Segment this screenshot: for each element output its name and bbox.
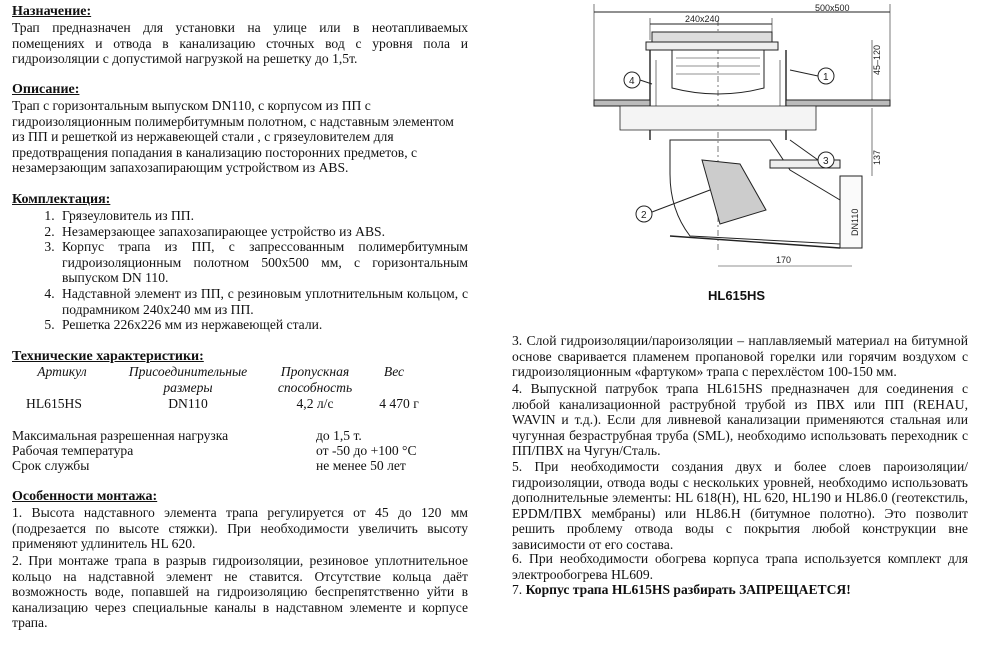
install-p5: 5. При необходимости создания двух и более слоев пароизоляции/гидроизоляции, отвода воды с нескольких уровней, необходимо использовать дополнительные элементы: HL 618(H), HL 620, HL190 и HL86.0 (геотекстиль, EPDM/ПВХ мембраны) или HL86.H (битумное полотно). Это позволит решить проблему отвода воды с покрытия любой конструкции вне зависимости от его состава. xyxy=(512,459,968,552)
col-article: Артикул xyxy=(37,364,87,379)
spec-label: Срок службы xyxy=(12,458,90,473)
callout-2-label: 2 xyxy=(641,210,647,221)
drain-technical-drawing xyxy=(590,0,900,290)
kit-item: 5. Решетка 226х226 мм из нержавеющей стали. xyxy=(58,317,468,333)
install-p6: 6. При необходимости обогрева корпуса трапа используется комплект для электрообогрева HL609. xyxy=(512,551,968,582)
specs-table-row xyxy=(0,396,480,412)
specs-heading: Технические характеристики: xyxy=(12,349,204,364)
kit-list-wrap xyxy=(12,208,468,333)
callout-4-label: 4 xyxy=(629,76,635,87)
spec-row xyxy=(12,443,472,459)
spec-value: от -50 до +100 °С xyxy=(316,443,417,458)
spec-row xyxy=(12,458,472,474)
col-sizes-1: Присоединительные xyxy=(128,364,248,379)
install-p1: 1. Высота надставного элемента трапа регулируется от 45 до 120 мм (подрезается по высоте стяжки). При необходимости увеличить высоту применяют удлинитель HL 620. xyxy=(12,505,468,552)
install-heading: Особенности монтажа: xyxy=(12,489,158,504)
flow-value: 4,2 л/с xyxy=(296,396,334,411)
install-p7 xyxy=(512,582,968,598)
dim-170-label: 170 xyxy=(776,255,792,265)
install-p7-prefix: 7. xyxy=(512,582,523,597)
col-weight: Вес xyxy=(383,364,405,379)
odour-trap xyxy=(702,160,766,224)
col-flow-1: Пропускная xyxy=(280,364,350,379)
specs-table-header xyxy=(0,364,480,398)
col-flow-2: способность xyxy=(277,380,353,395)
spec-row xyxy=(12,428,472,444)
kit-item: 2. Незамерзающее запахозапирающее устройство из ABS. xyxy=(58,224,468,240)
size-value: DN110 xyxy=(168,396,208,411)
purpose-heading: Назначение: xyxy=(12,4,92,19)
article-value: HL615HS xyxy=(26,396,82,411)
purpose-text: Трап предназначен для установки на улице или в неотапливаемых помещениях и отвода в канализацию сточных вод с уровня пола и гидроизоляции с допустимой нагрузкой на решетку до 1,5т. xyxy=(12,20,468,67)
weight-value: 4 470 г xyxy=(379,396,419,411)
drawing-caption: HL615HS xyxy=(708,288,766,303)
kit-list xyxy=(12,208,468,333)
description-text: Трап с горизонтальным выпуском DN110, с корпусом из ПП с гидроизоляционным полимербитумным полотном, с надставным элементом из ПП и решеткой из нержавеющей стали , с грязеуловителем для предотвращения попадания в канализацию посторонних предметов, с незамерзающим запахозапирающим устройством из ABS. xyxy=(12,98,454,176)
frame xyxy=(646,42,778,50)
kit-item: 4. Надставной элемент из ПП, с резиновым уплотнительным кольцом, с подрамником 240х240 мм из ПП. xyxy=(58,286,468,317)
dim-240-label: 240x240 xyxy=(685,14,720,24)
install-p3: 3. Слой гидроизоляции/пароизоляции – наплавляемый материал на битумной основе сваривается пламенем пропановой горелки или горячим воздухом с гидроизоляционным «фартуком» трапа с перехлёстом 100-150 мм. xyxy=(512,333,968,380)
dim-dn110-label: DN110 xyxy=(850,208,860,236)
spec-label: Максимальная разрешенная нагрузка xyxy=(12,428,229,443)
grate xyxy=(652,32,772,42)
callout-1-label: 1 xyxy=(823,72,829,83)
install-p2: 2. При монтаже трапа в разрыв гидроизоляции, резиновое уплотнительное кольцо на надставной элемент не ставится. Отсутствие кольца даёт возможность воде, попавшей на гидроизоляцию беспрепятственно уйти в канализацию через специальные каналы в надставном элементе и корпусе трапа. xyxy=(12,553,468,631)
membrane-left xyxy=(594,100,650,106)
kit-heading: Комплектация: xyxy=(12,192,111,207)
dim-500-label: 500x500 xyxy=(815,3,850,13)
dim-45-120-label: 45–120 xyxy=(872,44,882,75)
kit-item: 3. Корпус трапа из ПП, с запрессованным полимербитумным гидроизоляционным полотном 500х500 мм, с горизонтальным выпуском DN 110. xyxy=(58,239,468,286)
col-sizes-2: размеры xyxy=(163,380,213,395)
membrane-right xyxy=(786,100,890,106)
dim-137-label: 137 xyxy=(872,149,882,165)
spec-label: Рабочая температура xyxy=(12,443,134,458)
install-p4: 4. Выпускной патрубок трапа HL615HS предназначен для соединения с любой канализационной раструбной трубой из ПВХ или ПП (REHAU, WAVIN и т.д.). Если для ливневой канализации применяются стальная или чугунная безраструбная труба (SML), необходимо использовать переходник с ПП/ПВХ на Чугун/Сталь. xyxy=(512,381,968,459)
install-p7-warning: Корпус трапа HL615HS разбирать ЗАПРЕЩАЕТСЯ! xyxy=(525,582,851,597)
description-heading: Описание: xyxy=(12,82,80,97)
callout-3-label: 3 xyxy=(823,156,829,167)
spec-value: до 1,5 т. xyxy=(316,428,362,443)
kit-item: 1. Грязеуловитель из ПП. xyxy=(58,208,468,224)
spec-value: не менее 50 лет xyxy=(316,458,406,473)
